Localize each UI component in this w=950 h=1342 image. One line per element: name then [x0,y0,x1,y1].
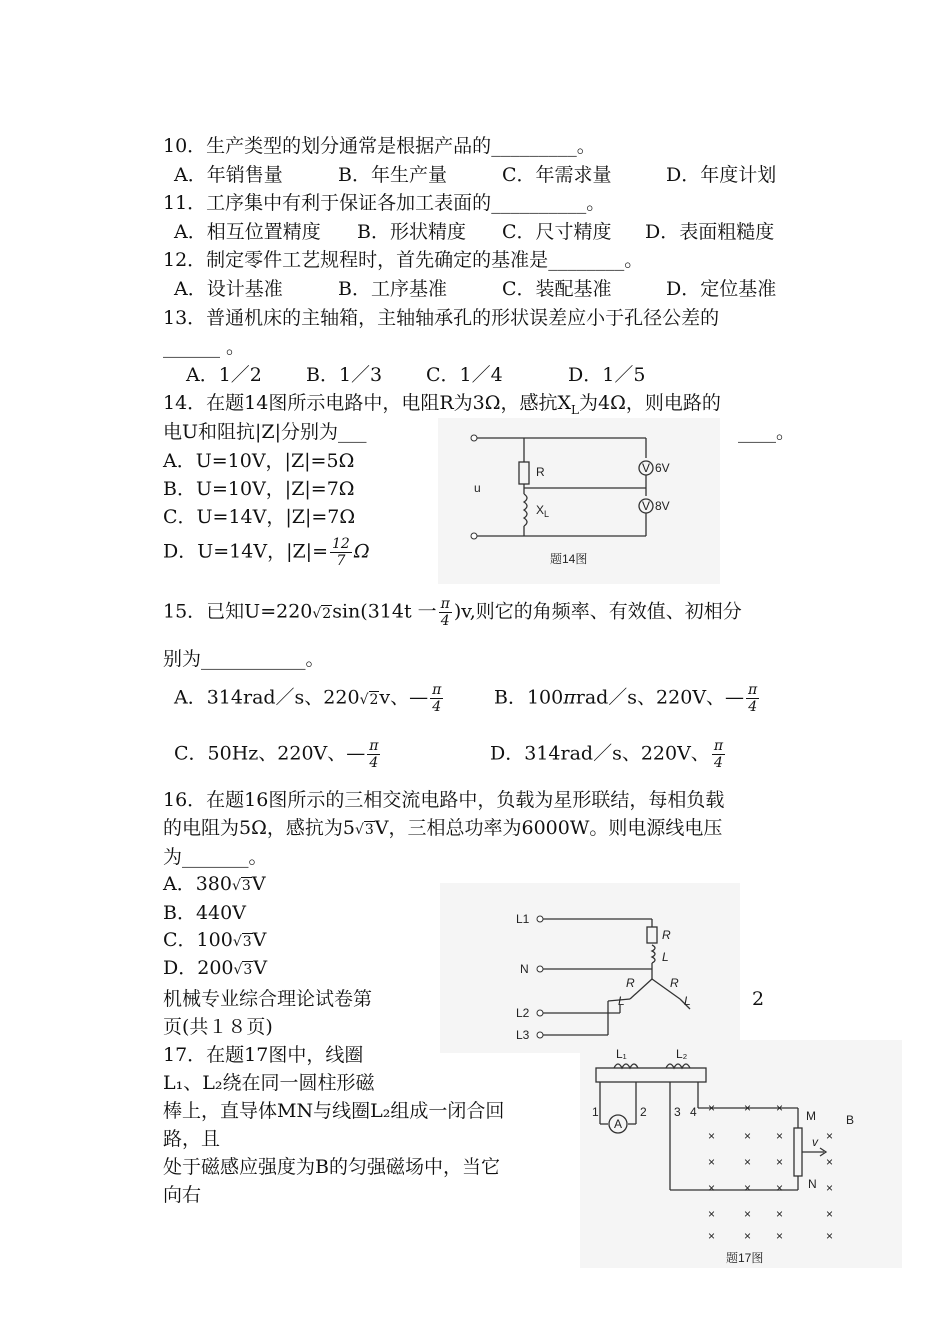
fig14-caption: 题14图 [550,552,588,566]
q16-option-d: D．200√3V [163,957,268,979]
q16-stem-line1: 16．在题16图所示的三相交流电路中，负载为星形联结，每相负载 [163,789,725,811]
fig14-voltmeter2: V [642,499,651,513]
svg-text:×: × [776,1207,784,1221]
q13-option-c: C．1／4 [426,364,503,386]
fig14-xl-label: $X_L$ [536,503,550,519]
q12-option-a: A．设计基准 [174,278,283,300]
fig17-l2-label: L₂ [676,1047,688,1061]
q14-stem-line1: 14．在题14图所示电路中，电阻R为3Ω，感抗$X_L$为4Ω，则电路的 [163,392,721,417]
q16-option-a: A．380√3V [163,873,266,895]
q11-option-c: C．尺寸精度 [502,221,612,243]
svg-text:2: 2 [640,1105,647,1119]
q17-stem-line3: 棒上，直导体MN与线圈L₂组成一闭合回 [163,1100,505,1122]
q10-option-a: A．年销售量 [174,164,283,186]
q13-stem: 13．普通机床的主轴箱，主轴轴承孔的形状误差应小于孔径公差的 [163,307,720,329]
svg-text:×: × [744,1181,752,1195]
q14-option-d: D．U=14V，|Z|= $\frac{12}{7}$ Ω [163,536,370,569]
q16-option-c: C．100√3V [163,929,267,951]
fig17-l1-label: L₁ [616,1047,627,1061]
svg-text:×: × [744,1155,752,1169]
q15-stem-line2: 别为___________。 [163,648,325,670]
q14-option-c: C．U=14V，|Z|=7Ω [163,506,356,528]
q10-option-d: D．年度计划 [666,164,777,186]
svg-text:×: × [826,1181,834,1195]
q13-option-d: D．1／5 [568,364,646,386]
q16-stem-line3: 为_______。 [163,846,268,868]
fig17-n-label: N [808,1177,817,1191]
q13-option-a: A．1／2 [186,364,262,386]
q16-option-b: B．440V [163,902,246,924]
fig17-caption: 题17图 [726,1251,764,1265]
fig17-v-label: v [812,1135,818,1149]
fig16-l1-label: L1 [516,912,530,926]
q15-option-c: C．50Hz、220V、— $\frac{\pi}{4}$ [174,738,379,771]
q11-stem: 11．工序集中有利于保证各加工表面的__________。 [163,192,606,214]
q17-stem-line6: 向右 [163,1184,202,1206]
q10-option-c: C．年需求量 [502,164,612,186]
svg-text:L: L [684,994,691,1008]
fig14-v2-reading: 8V [655,499,670,513]
svg-text:×: × [826,1229,834,1243]
q16-three-phase-figure [440,883,740,1053]
q12-option-d: D．定位基准 [666,278,777,300]
svg-text:×: × [776,1181,784,1195]
fig16-l3-label: L3 [516,1028,530,1042]
q11-option-a: A．相互位置精度 [174,221,321,243]
svg-text:×: × [776,1229,784,1243]
svg-text:R: R [670,976,679,990]
q15-option-d: D．314rad／s、220V、 $\frac{\pi}{4}$ [490,738,724,771]
svg-text:×: × [776,1155,784,1169]
q14-option-b: B．U=10V，|Z|=7Ω [163,478,355,500]
svg-text:×: × [708,1129,716,1143]
q15-option-b: B．100πrad／s、220V、— $\frac{\pi}{4}$ [494,682,758,715]
q14-stem-line2b: ____。 [738,421,796,443]
fig16-l-label: L [662,950,669,964]
svg-text:×: × [776,1129,784,1143]
q14-option-a: A．U=10V，|Z|=5Ω [163,450,355,472]
svg-text:×: × [744,1101,752,1115]
svg-text:L: L [618,994,625,1008]
svg-text:×: × [708,1101,716,1115]
fig16-r-label: R [662,928,671,942]
q13-blank-line: ______ 。 [163,336,246,358]
fig14-u-label: u [474,481,481,495]
q17-stem-line4: 路，且 [163,1128,221,1150]
q12-option-b: B．工序基准 [338,278,447,300]
fig16-l2-label: L2 [516,1006,530,1020]
q17-stem-line5: 处于磁感应强度为B的匀强磁场中，当它 [163,1156,500,1178]
fig17-ammeter: A [614,1117,623,1131]
svg-text:×: × [744,1207,752,1221]
q14-circuit-figure [438,418,720,584]
svg-text:R: R [626,976,635,990]
fig14-voltmeter1: V [642,461,651,475]
q12-stem: 12．制定零件工艺规程时，首先确定的基准是________。 [163,249,644,271]
svg-text:3: 3 [674,1105,681,1119]
q10-option-b: B．年生产量 [338,164,447,186]
fig17-m-label: M [806,1109,816,1123]
svg-text:×: × [708,1207,716,1221]
q12-option-c: C．装配基准 [502,278,612,300]
page-number: 2 [752,988,765,1010]
page-count: 页(共１８页) [163,1016,273,1038]
q15-option-a: A．314rad／s、220√2v、— $\frac{\pi}{4}$ [174,682,442,715]
svg-text:×: × [744,1129,752,1143]
q15-stem-line1: 15．已知U=220√2sin(314t 一 $\frac{\pi}{4}$ )v,则它的角频率、有效值、初相分 [163,596,742,629]
q17-magnetic-figure [580,1040,902,1268]
svg-text:×: × [826,1155,834,1169]
q14-stem-line2a: 电U和阻抗|Z|分别为___ [163,421,367,443]
fig14-v1-reading: 6V [655,461,670,475]
fraction-12-7: $\frac{12}{7}$ [332,536,350,569]
q10-stem: 10．生产类型的划分通常是根据产品的_________。 [163,135,596,157]
svg-text:×: × [826,1207,834,1221]
svg-text:4: 4 [690,1105,697,1119]
fraction-pi-4: $\frac{\pi}{4}$ [440,596,450,629]
page-footer-text: 机械专业综合理论试卷第 [163,988,373,1010]
svg-text:×: × [776,1101,784,1115]
fig16-n-label: N [520,962,529,976]
q16-stem-line2: 的电阻为5Ω，感抗为5√3V，三相总功率为6000W。则电源线电压 [163,817,723,839]
q11-option-b: B．形状精度 [357,221,466,243]
q17-stem-line1: 17．在题17图中，线圈 [163,1044,364,1066]
q17-stem-line2: L₁、L₂绕在同一圆柱形磁 [163,1072,375,1094]
svg-text:1: 1 [592,1105,599,1119]
svg-text:×: × [708,1155,716,1169]
q13-option-b: B．1／3 [306,364,383,386]
svg-text:×: × [826,1129,834,1143]
svg-text:×: × [708,1181,716,1195]
svg-text:×: × [708,1229,716,1243]
sqrt-2: √2 [312,605,332,622]
q11-option-d: D．表面粗糙度 [645,221,775,243]
svg-text:×: × [744,1229,752,1243]
fig14-r-label: R [536,465,545,479]
fig17-b-label: B [846,1113,855,1127]
